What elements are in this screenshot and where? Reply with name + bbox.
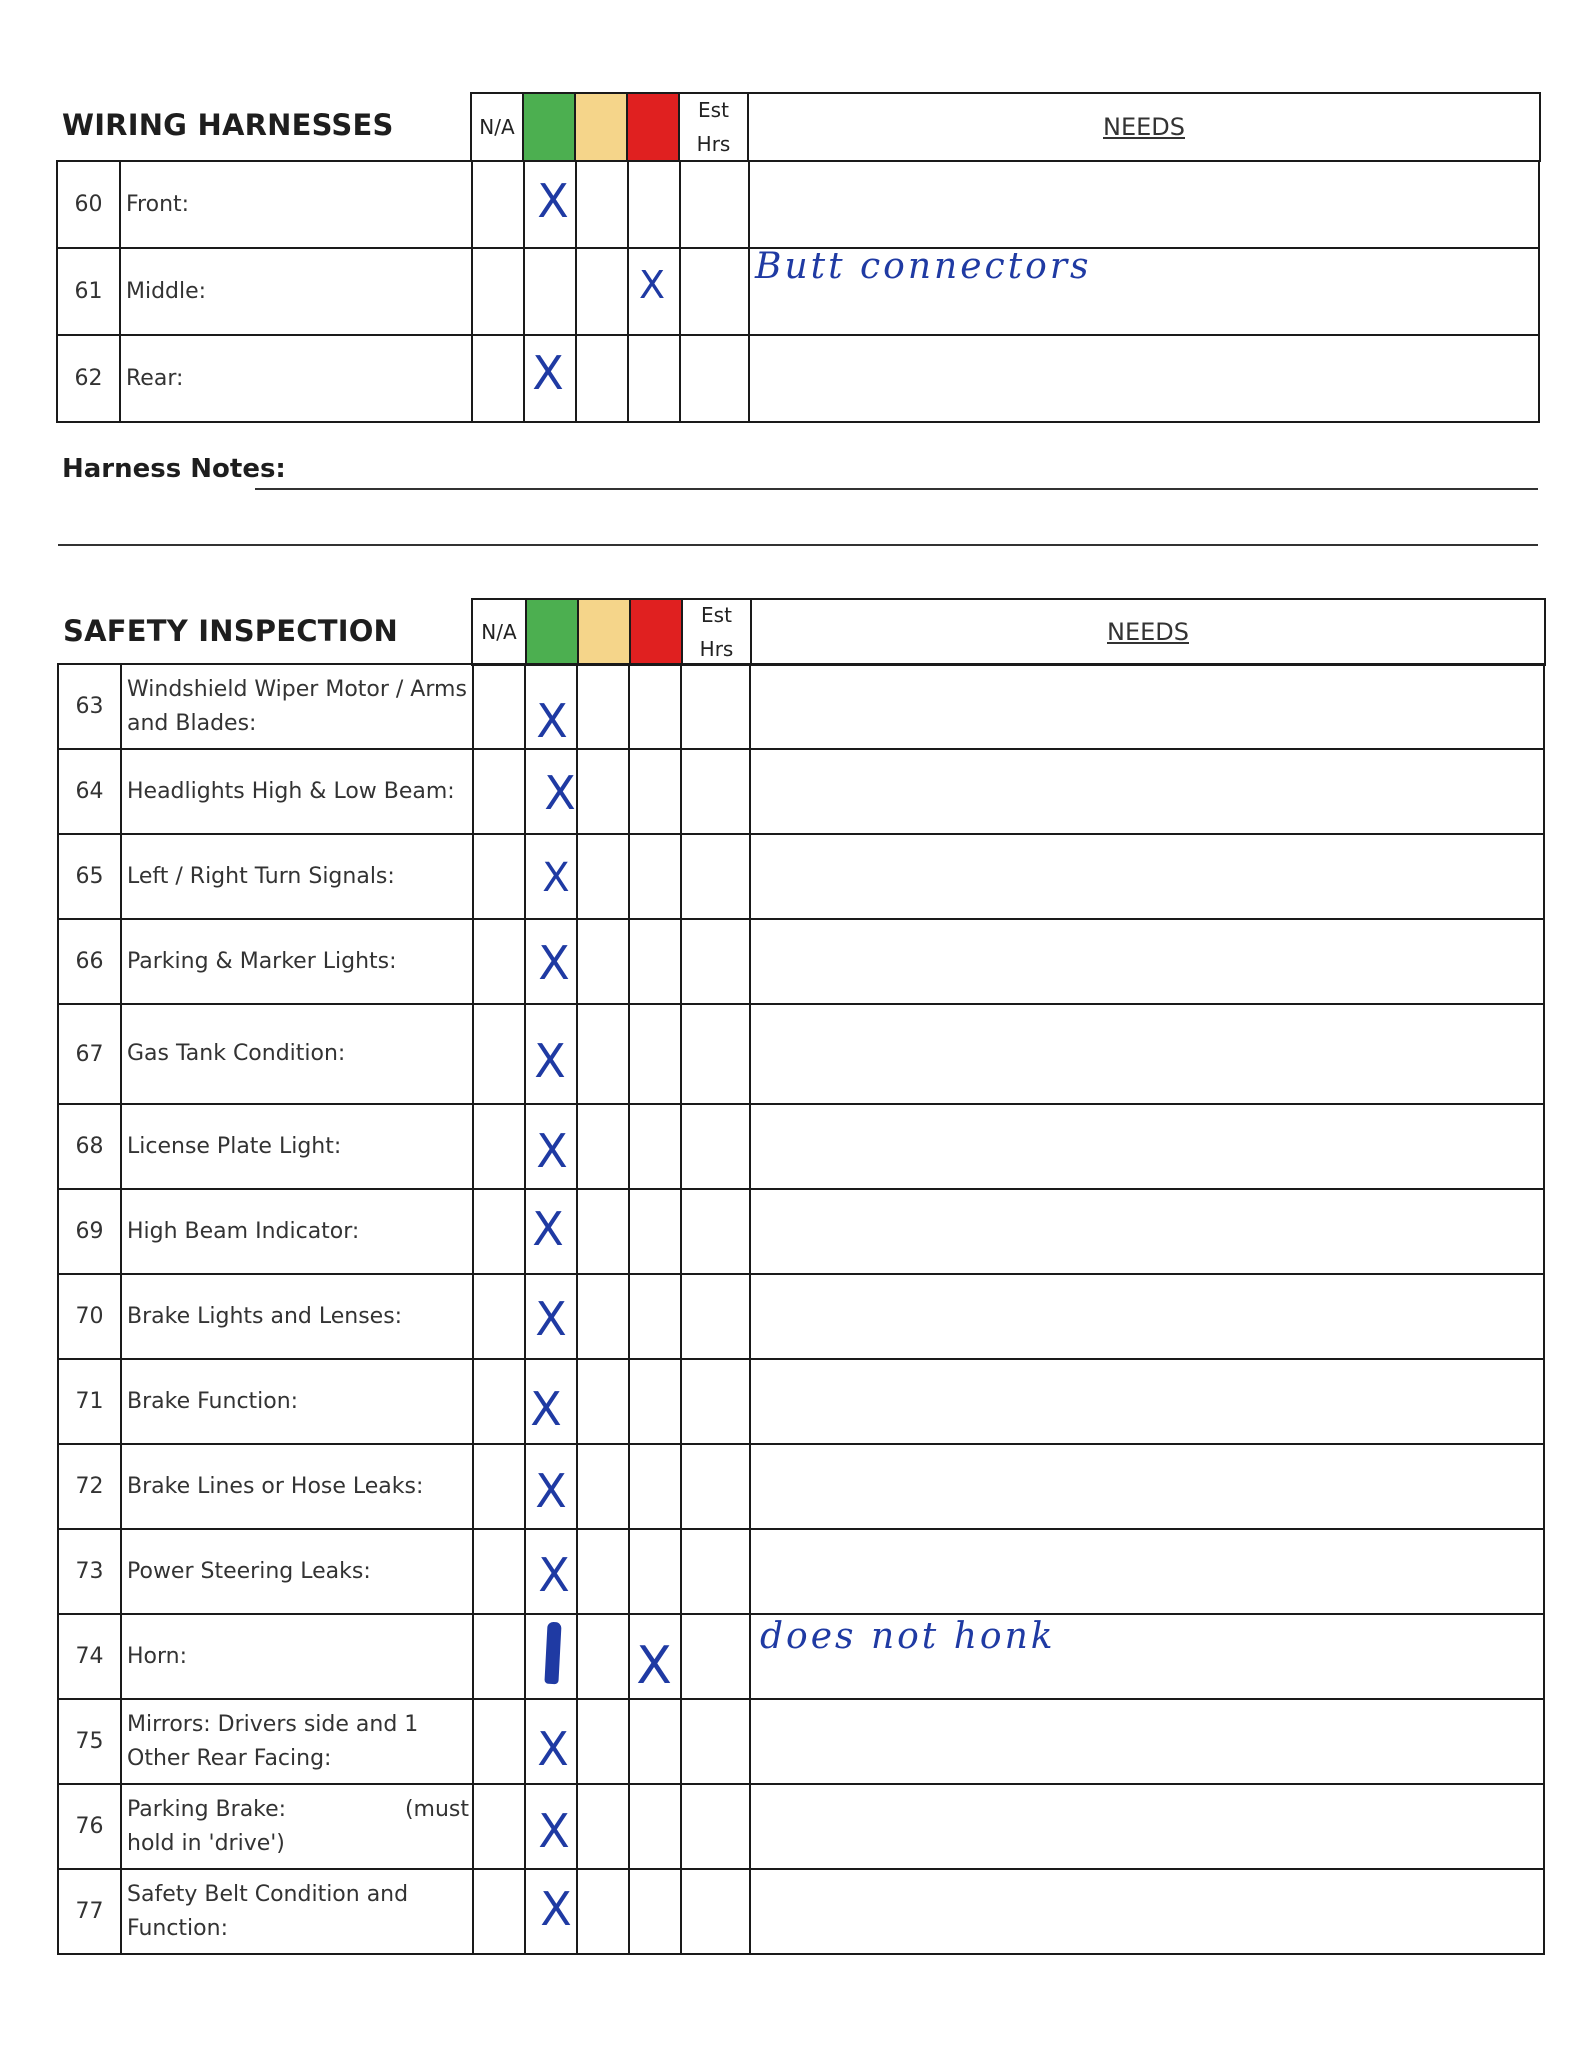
est-hrs-cell[interactable] — [681, 1869, 750, 1954]
needs-cell[interactable] — [750, 1699, 1544, 1784]
row-label: Mirrors: Drivers side and 1 Other Rear Facing: — [121, 1699, 473, 1784]
est-hrs-cell[interactable] — [680, 248, 749, 335]
est-hrs-cell[interactable] — [681, 749, 750, 834]
red-column-header — [626, 92, 680, 162]
check-mark: X — [536, 1124, 568, 1178]
yellow-cell[interactable] — [577, 1699, 629, 1784]
needs-cell[interactable] — [749, 161, 1539, 248]
na-cell[interactable] — [473, 664, 525, 749]
row-label: Brake Lights and Lenses: — [121, 1274, 473, 1359]
est-hrs-cell[interactable] — [681, 1444, 750, 1529]
safety-section-title: SAFETY INSPECTION — [63, 614, 399, 648]
row-label: Windshield Wiper Motor / Arms and Blades: — [121, 664, 473, 749]
row-label: Headlights High & Low Beam: — [121, 749, 473, 834]
est-hrs-column-header — [681, 598, 752, 666]
na-cell[interactable] — [473, 749, 525, 834]
row-number: 71 — [58, 1359, 121, 1444]
table-row — [58, 1274, 1544, 1359]
na-cell[interactable] — [473, 1784, 525, 1869]
table-row — [58, 1104, 1544, 1189]
needs-cell[interactable] — [750, 1274, 1544, 1359]
row-label: Parking & Marker Lights: — [121, 919, 473, 1004]
check-mark: X — [540, 1882, 572, 1936]
na-cell[interactable] — [472, 161, 524, 248]
na-cell[interactable] — [473, 1104, 525, 1189]
yellow-cell[interactable] — [577, 1614, 629, 1699]
row-label: Rear: — [120, 335, 472, 422]
red-cell[interactable] — [628, 335, 680, 422]
row-number: 63 — [58, 664, 121, 749]
yellow-cell[interactable] — [576, 161, 628, 248]
red-cell[interactable] — [629, 1359, 681, 1444]
table-row — [58, 1529, 1544, 1614]
needs-label: NEEDS — [1107, 618, 1189, 646]
row-number: 62 — [57, 335, 120, 422]
needs-cell[interactable] — [749, 335, 1539, 422]
row-number: 67 — [58, 1004, 121, 1104]
check-mark: X — [538, 1804, 570, 1858]
red-cell[interactable] — [629, 1274, 681, 1359]
est-hrs-cell[interactable] — [681, 1614, 750, 1699]
harness-notes-label: Harness Notes: — [62, 454, 286, 484]
yellow-cell[interactable] — [577, 1004, 629, 1104]
est-hrs-cell[interactable] — [681, 834, 750, 919]
green-column-header — [522, 92, 576, 162]
wiring-header-row — [470, 92, 1541, 162]
yellow-column-header — [577, 598, 631, 666]
row-number: 61 — [57, 248, 120, 335]
notes-line — [58, 544, 1538, 546]
yellow-cell[interactable] — [576, 335, 628, 422]
yellow-cell[interactable] — [577, 1189, 629, 1274]
check-mark: X — [636, 1636, 672, 1696]
needs-cell[interactable] — [750, 1784, 1544, 1869]
row-label: Left / Right Turn Signals: — [121, 834, 473, 919]
check-mark: X — [532, 346, 564, 400]
red-cell[interactable] — [629, 834, 681, 919]
est-hrs-cell[interactable] — [681, 1274, 750, 1359]
table-row — [58, 1444, 1544, 1529]
needs-cell[interactable] — [750, 664, 1544, 749]
notes-line — [255, 488, 1538, 490]
table-row — [58, 1004, 1544, 1104]
red-cell[interactable] — [628, 161, 680, 248]
yellow-cell[interactable] — [577, 664, 629, 749]
est-label: Est — [701, 603, 732, 627]
row-label: Safety Belt Condition and Function: — [121, 1869, 473, 1954]
needs-column-header — [750, 598, 1546, 666]
check-mark: X — [536, 694, 568, 748]
yellow-cell[interactable] — [577, 1784, 629, 1869]
handwritten-need-note: Butt connectors — [755, 246, 1092, 287]
needs-cell[interactable] — [750, 1529, 1544, 1614]
row-number: 75 — [58, 1699, 121, 1784]
na-cell[interactable] — [473, 1699, 525, 1784]
est-hrs-cell[interactable] — [680, 335, 749, 422]
row-number: 60 — [57, 161, 120, 248]
check-mark: X — [534, 1034, 566, 1088]
row-label: License Plate Light: — [121, 1104, 473, 1189]
row-number: 69 — [58, 1189, 121, 1274]
check-mark: X — [537, 174, 569, 228]
safety-table — [57, 663, 1545, 1955]
check-mark: X — [544, 766, 576, 820]
check-mark: X — [538, 1548, 570, 1602]
na-column-header: N/A — [471, 598, 527, 666]
table-row — [58, 834, 1544, 919]
row-number: 77 — [58, 1869, 121, 1954]
table-row — [58, 1869, 1544, 1954]
est-hrs-cell[interactable] — [681, 1104, 750, 1189]
na-cell[interactable] — [473, 1869, 525, 1954]
red-cell[interactable] — [629, 1004, 681, 1104]
row-number: 72 — [58, 1444, 121, 1529]
red-cell[interactable] — [629, 1104, 681, 1189]
na-cell[interactable] — [473, 1004, 525, 1104]
yellow-cell[interactable] — [577, 1104, 629, 1189]
green-column-header — [525, 598, 579, 666]
yellow-cell[interactable] — [577, 919, 629, 1004]
red-cell[interactable] — [629, 1189, 681, 1274]
needs-cell[interactable] — [750, 1444, 1544, 1529]
na-cell[interactable] — [472, 248, 524, 335]
row-label: Front: — [120, 161, 472, 248]
wiring-section-title: WIRING HARNESSES — [62, 108, 394, 142]
est-hrs-cell[interactable] — [681, 1004, 750, 1104]
table-row — [58, 919, 1544, 1004]
row-number: 64 — [58, 749, 121, 834]
red-cell[interactable] — [629, 1784, 681, 1869]
na-cell[interactable] — [473, 919, 525, 1004]
yellow-cell[interactable] — [577, 1529, 629, 1614]
table-row — [57, 335, 1539, 422]
row-number: 76 — [58, 1784, 121, 1869]
na-cell[interactable] — [473, 1529, 525, 1614]
handwritten-need-note: does not honk — [760, 1616, 1056, 1657]
row-label: Brake Lines or Hose Leaks: — [121, 1444, 473, 1529]
table-row — [58, 1189, 1544, 1274]
red-cell[interactable] — [629, 664, 681, 749]
table-row — [58, 1359, 1544, 1444]
needs-cell[interactable] — [750, 1104, 1544, 1189]
needs-cell[interactable] — [750, 1869, 1544, 1954]
red-column-header — [629, 598, 683, 666]
yellow-column-header — [574, 92, 628, 162]
na-cell[interactable] — [472, 335, 524, 422]
table-row — [58, 664, 1544, 749]
red-cell[interactable] — [629, 1699, 681, 1784]
est-hrs-cell[interactable] — [680, 161, 749, 248]
safety-header-row — [471, 598, 1546, 666]
hrs-label: Hrs — [696, 132, 731, 156]
check-mark: X — [530, 1382, 562, 1436]
yellow-cell[interactable] — [577, 1274, 629, 1359]
wiring-table — [56, 160, 1540, 423]
green-cell[interactable] — [524, 248, 576, 335]
yellow-cell[interactable] — [577, 1359, 629, 1444]
row-number: 70 — [58, 1274, 121, 1359]
needs-cell[interactable] — [750, 1004, 1544, 1104]
red-cell[interactable] — [629, 1444, 681, 1529]
est-hrs-cell[interactable] — [681, 919, 750, 1004]
row-label: Power Steering Leaks: — [121, 1529, 473, 1614]
red-cell[interactable] — [629, 1529, 681, 1614]
na-cell[interactable] — [473, 1359, 525, 1444]
na-cell[interactable] — [473, 1444, 525, 1529]
needs-cell[interactable] — [750, 1189, 1544, 1274]
needs-label: NEEDS — [1103, 113, 1185, 141]
est-hrs-column-header — [678, 92, 749, 162]
na-cell[interactable] — [473, 1189, 525, 1274]
yellow-cell[interactable] — [577, 834, 629, 919]
check-mark: X — [542, 855, 570, 901]
check-mark: X — [538, 936, 570, 990]
est-hrs-cell[interactable] — [681, 664, 750, 749]
table-row — [57, 161, 1539, 248]
table-row — [58, 749, 1544, 834]
row-label: Gas Tank Condition: — [121, 1004, 473, 1104]
check-mark: X — [532, 1202, 564, 1256]
row-number: 66 — [58, 919, 121, 1004]
needs-cell[interactable] — [750, 834, 1544, 919]
needs-column-header — [747, 92, 1541, 162]
na-column-header: N/A — [470, 92, 524, 162]
yellow-cell[interactable] — [577, 1869, 629, 1954]
row-label: Parking Brake: (must hold in 'drive') — [121, 1784, 473, 1869]
est-hrs-cell[interactable] — [681, 1359, 750, 1444]
est-hrs-cell[interactable] — [681, 1699, 750, 1784]
hrs-label: Hrs — [699, 637, 734, 661]
na-cell[interactable] — [473, 1614, 525, 1699]
check-mark: X — [537, 1722, 569, 1776]
na-cell[interactable] — [473, 1274, 525, 1359]
row-label: Brake Function: — [121, 1359, 473, 1444]
table-row — [58, 1699, 1544, 1784]
yellow-cell[interactable] — [577, 1444, 629, 1529]
red-cell[interactable] — [629, 749, 681, 834]
est-label: Est — [698, 98, 729, 122]
red-cell[interactable] — [629, 1869, 681, 1954]
red-cell[interactable] — [629, 919, 681, 1004]
table-row — [58, 1784, 1544, 1869]
row-label: Horn: — [121, 1614, 473, 1699]
check-mark: X — [535, 1464, 567, 1518]
yellow-cell[interactable] — [576, 248, 628, 335]
row-number: 68 — [58, 1104, 121, 1189]
na-cell[interactable] — [473, 834, 525, 919]
row-label: High Beam Indicator: — [121, 1189, 473, 1274]
check-mark: X — [535, 1292, 567, 1346]
row-number: 65 — [58, 834, 121, 919]
est-hrs-cell[interactable] — [681, 1189, 750, 1274]
row-number: 74 — [58, 1614, 121, 1699]
yellow-cell[interactable] — [577, 749, 629, 834]
check-mark: X — [638, 263, 666, 307]
needs-cell[interactable] — [750, 1359, 1544, 1444]
est-hrs-cell[interactable] — [681, 1784, 750, 1869]
row-number: 73 — [58, 1529, 121, 1614]
needs-cell[interactable] — [750, 749, 1544, 834]
est-hrs-cell[interactable] — [681, 1529, 750, 1614]
row-label: Middle: — [120, 248, 472, 335]
needs-cell[interactable] — [750, 919, 1544, 1004]
